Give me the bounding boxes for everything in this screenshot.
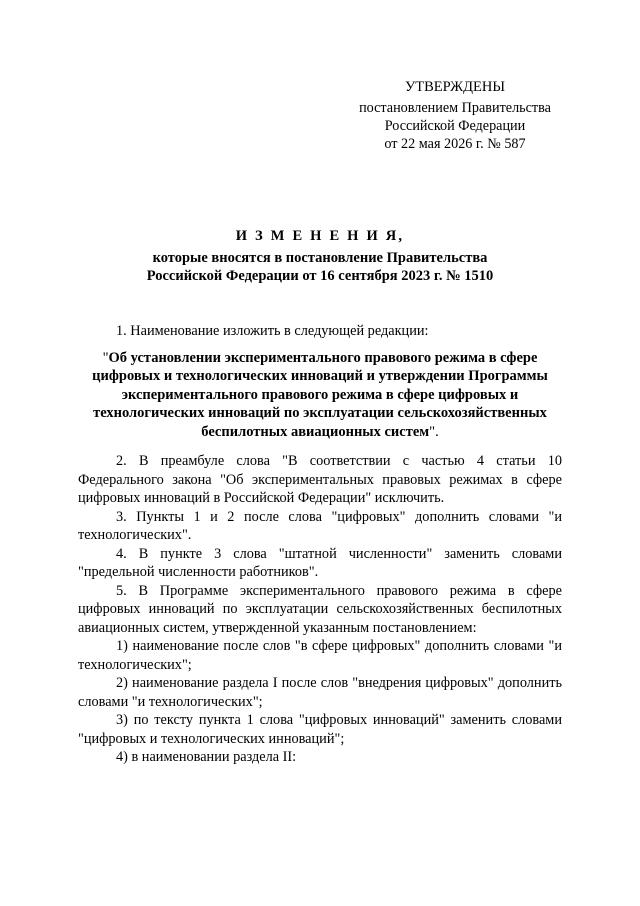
paragraph-5-item-4: 4) в наименовании раздела II: xyxy=(116,749,297,765)
heading-subtitle-line-1: которые вносятся в постановление Правительства xyxy=(152,250,488,266)
approval-block xyxy=(340,78,570,153)
paragraph-4: 4. В пункте 3 слова "штатной численности" заменить словами "предельной численности работников". xyxy=(78,545,562,580)
paragraph-5-item-3: 3) по тексту пункта 1 слова "цифровых инноваций" заменить словами "цифровых и технологических инноваций"; xyxy=(78,712,562,747)
paragraph-5-item-2: 2) наименование раздела I после слов "внедрения цифровых" дополнить словами "и технологических"; xyxy=(78,675,562,710)
approval-line-2: Российской Федерации xyxy=(384,118,526,134)
approval-line-3: от 22 мая 2026 г. № 587 xyxy=(384,136,526,152)
paragraph-3: 3. Пункты 1 и 2 после слова "цифровых" дополнить словами "и технологических". xyxy=(78,508,562,543)
document-heading xyxy=(78,227,562,285)
heading-title: И З М Е Н Е Н И Я, xyxy=(235,228,405,244)
heading-subtitle-line-2: Российской Федерации от 16 сентября 2023 г. № 1510 xyxy=(146,268,494,284)
paragraph-5-item-1: 1) наименование после слов "в сфере цифровых" дополнить словами "и технологических"; xyxy=(78,638,562,673)
approval-line-1: постановлением Правительства xyxy=(359,100,551,116)
paragraph-5: 5. В Программе экспериментального правового режима в сфере цифровых инноваций по эксплуатации сельскохозяйственных беспилотных авиационных систем, утвержденной указанным постановлением: xyxy=(78,582,562,636)
paragraph-1: 1. Наименование изложить в следующей редакции: xyxy=(116,323,429,339)
document-body xyxy=(78,322,562,767)
approval-title: УТВЕРЖДЕНЫ xyxy=(404,79,506,95)
quote-open-mark: " xyxy=(102,349,109,366)
quote-text: Об установлении экспериментального правового режима в сфере цифровых и технологических инноваций и утверждении Программы экспериментального правового режима в сфере цифровых и технологических инноваций по эксплуатации сельскохозяйственных беспилотных авиационных систем xyxy=(92,349,548,440)
paragraph-2: 2. В преамбуле слова "В соответствии с частью 4 статьи 10 Федерального закона "Об экспериментальных правовых режимах в сфере цифровых инноваций в Российской Федерации" исключить. xyxy=(78,453,562,506)
quote-close-mark: ". xyxy=(429,423,439,440)
new-title-quote xyxy=(78,349,562,442)
